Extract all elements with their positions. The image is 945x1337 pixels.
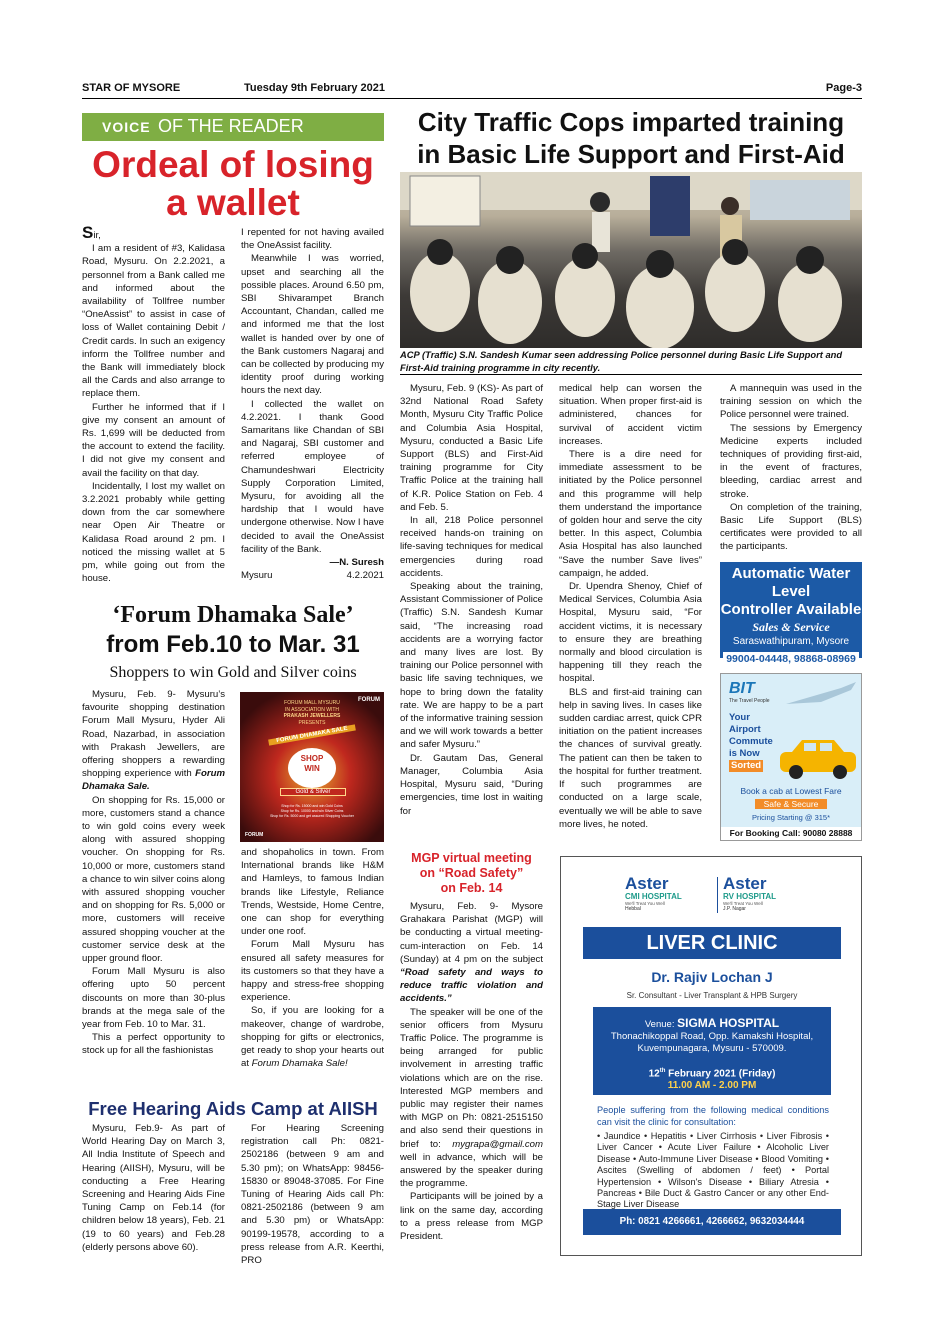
paragraph: For Hearing Screening registration call Ph: 0821-2502186 (between 9 am and 5.30 pm); on WhatsApp: 98456-15830 or 89048-37085. For Fine Tuning of Hearing Aids call Ph: 0821-2502186 (between 9 am and 5.30 pm) or WhatsApp: 90199-19578, according to a press release from A.R. Keerthi, PRO — [241, 1123, 384, 1267]
wallet-col1 — [82, 223, 225, 585]
wallet-title-line2: a wallet — [166, 182, 300, 223]
plane-icon — [781, 676, 861, 716]
forum-ad-brand: FORUM — [358, 697, 380, 703]
venue-address: Kuvempunagara, Mysuru - 570009. — [637, 1043, 787, 1054]
paragraph: Mysuru, Feb. 9 (KS)- As part of 32nd National Road Safety Month, Mysuru City Traffic Police and Columbia Asia Hospital, Mysuru, conducted a Basic Life Support (BLS) and First-Aid training programme for City Traffic Police at the training hall of K.R. Police Station on Feb. 4 and Feb. 5. — [400, 383, 543, 513]
ad-line: Automatic Water Level — [731, 565, 851, 600]
salutation: Sir, — [82, 223, 101, 242]
paragraph: There is a dire need for immediate assessment to be initiated by the Police personnel and this programme will help them understand the importance of golden hour and serve the city better. In this aspect, Columbia Asia Hospital has also launched “Save the number Save lives” campaign, he added. — [559, 449, 702, 579]
forum-sale-ad[interactable] — [240, 692, 384, 842]
clinic-phone: Ph: 0821 4266661, 4266662, 9632034444 — [583, 1209, 841, 1235]
training-photo — [400, 172, 862, 348]
forum-title-line2: from Feb.10 to Mar. 31 — [106, 631, 360, 658]
paragraph: Incidentally, I lost my wallet on 3.2.2021 probably while getting down from the car somewhere near Open Air Theatre or Kalidasa Road around 2 pm. I noticed the missing wallet at 5 pm, while going out from the house. — [82, 480, 225, 585]
forum-subtitle: Shoppers to win Gold and Silver coins — [109, 664, 357, 681]
ad-line: Controller Available — [720, 601, 862, 618]
hearing-headline: Free Hearing Aids Camp at AIISH — [88, 1098, 378, 1119]
paragraph: Mysuru, Feb.9- As part of World Hearing Day on March 3, All India Institute of Speech and Hearing (AIISH), Mysuru, will be conducting a Free Hearing Screening and Hearing Aids Fine Tuning Camp on Feb.14 (for children below 18 years), Feb. 21 (19 to 60 years) and Feb.28 (elderly persons above 60). — [82, 1123, 225, 1253]
forum-ad-line: IN ASSOCIATION WITH — [284, 706, 340, 713]
cab-cta: Book a cab at Lowest Fare — [740, 786, 842, 796]
forum-ad-line: PRAKASH JEWELLERS — [283, 713, 341, 719]
forum-ad-gold: Gold & Silver — [280, 788, 346, 796]
paragraph: I am a resident of #3, Kalidasa Road, Mysuru. On 2.2.2021, a personnel from a Bank called me and informed about the availability of Tollfree number “OneAssist” to assist in case of loss of Wallet containing Debit / Credit cards. In such an exigency inform the Tollfree number and the Bank will immediately block all the Cards and also arrange to replace them. — [82, 243, 225, 400]
paragraph: medical help can worsen the situation. When proper first-aid is administered, chances for survival of accident victim increases. — [559, 383, 702, 447]
page-number: Page-3 — [825, 82, 862, 94]
paragraph: BLS and first-aid training can help in saving lives. In cases like sudden cardiac arrest, quick CPR initiation on the patient increases the chances of survival greatly. The patient can then be taken to the hospital for further treatment. If such programmes are conducted on a large scale, eventually we will be able to save more lives, he noted. — [559, 686, 702, 830]
paragraph: Mysuru, Feb. 9- Mysore Grahakara Parishat (MGP) will be conducting a virtual meeting-cum-interaction on Feb. 14 (Sunday) at 4 pm on the subject “Road safety and ways to reduce traffic violation and accidents.” — [400, 901, 543, 1005]
paragraph: The speaker will be one of the senior officers from Mysuru Traffic Police. The programme is being arranged for public involvement in arresting traffic violations which are on the rise. Interested MGP members and public may register their names with MGP on Ph: 0821-2515150 and also send their questions in brief to: mygrapa@gmail.com well in advance, which will be answered by the speaker during the programme. — [400, 1006, 543, 1190]
ad-line: Saraswathipuram, Mysore — [732, 636, 850, 647]
forum-ad-fine: Shop for Rs. 5000 and get assured Shopping Voucher — [270, 814, 354, 818]
paragraph: Dr. Upendra Shenoy, Chief of Medical Services, Columbia Asia Hospital, Mysuru said, “For accident victims, it is necessary to ensure they are breathing normally and blood circulation is happening till they reach the hospital. — [559, 581, 702, 685]
mgp-headline — [400, 851, 543, 896]
forum-ad-line: PRESENTS — [298, 719, 326, 726]
paragraph: So, if you are looking for a makeover, change of wardrobe, shopping for gifts or electronics, get ready to shop your hearts out at Forum Dhamaka Sale! — [241, 1005, 384, 1070]
letter-footer: Mysuru 4.2.2021 — [241, 570, 384, 582]
paper-name: STAR OF MYSORE — [82, 82, 181, 94]
water-controller-ad[interactable] — [720, 562, 862, 665]
cab-booking-phone: For Booking Call: 90080 28888 — [721, 827, 861, 840]
paragraph: and shopaholics in town. From International brands like H&M and Hamleys, to famous Indian brands like Lifestyle, Reliance Trends, Westside, Home Centre, one can shop for everything under one roof. — [241, 847, 384, 938]
clinic-intro: People suffering from the following medical conditions can visit the clinic for consultation: — [597, 1105, 829, 1127]
forum-ad-fine: Shop for Rs. 15000 and win Gold Coins — [281, 804, 343, 808]
hearing-col1 — [82, 1122, 225, 1254]
ad-line: Sales & Service — [752, 620, 830, 634]
forum-ad-line: FORUM MALL MYSURU — [284, 700, 340, 706]
paragraph: Mysuru, Feb. 9- Mysuru’s favourite shopping destination Forum Mall Mysuru, Hyder Ali Road, Nazarbad, in association with Prakash Jewellers, are offering shoppers a rewarding shopping experience with Forum Dhamaka Sale. — [82, 689, 225, 793]
ad-phone: 99004-04448, 98868-08969 — [723, 652, 859, 667]
aster-liver-clinic-ad[interactable] — [560, 856, 862, 1256]
hearing-col2 — [241, 1122, 384, 1267]
paragraph: Meanwhile I was worried, upset and searching all the possible places. Around 6.50 pm, SBI Shivarampet Branch Accountant, Chandan, called me and informed me that the lost wallet is handed over by one of the Bank customers Nagaraj and can be collected by producing my identity proof during working hours the next day. — [241, 253, 384, 397]
cab-brand: BIT — [729, 680, 755, 697]
forum-ad-footer: FORUM — [245, 832, 264, 838]
forum-ad-fine: Shop for Rs. 10000 and win Silver Coins — [280, 809, 344, 813]
voice-word: VOICE — [102, 119, 151, 135]
wallet-col2 — [241, 226, 384, 582]
forum-col1 — [82, 688, 225, 1058]
page-header — [82, 82, 862, 99]
forum-title-line1: ‘Forum Dhamaka Sale’ — [112, 602, 354, 628]
paragraph: Speaking about the training, Assistant Commissioner of Police (Traffic) S.N. Sandesh Kumar said, “The increasing road accidents are a worrying factor and many lives are lost. By training our Police personnel with basic life saving techniques, we hope to bring down the fatality rate. We are happy to be a part of the informative training session and we will work towards a better and safer Mysuru.” — [400, 581, 543, 751]
aster-rv-logo: Aster RV HOSPITAL We'll Treat You Well J.P. Nagar — [723, 874, 777, 912]
paragraph: The sessions by Emergency Medicine experts included techniques of providing first-aid, in the event of fractures, bleeding, cardiac arrest and stroke. — [720, 422, 862, 500]
training-photo-illustration — [400, 172, 862, 348]
traffic-col2 — [559, 382, 702, 831]
paragraph: On completion of the training, Basic Life Support (BLS) certificates were provided to all the participants. — [720, 501, 862, 553]
mgp-title-line: on “Road Safety” — [419, 866, 524, 880]
letter-signature: —N. Suresh — [329, 557, 384, 569]
mgp-title-line: MGP virtual meeting — [411, 851, 532, 865]
doctor-name: Dr. Rajiv Lochan J — [651, 969, 773, 985]
paragraph: I repented for not having availed the OneAssist facility. — [241, 227, 384, 252]
paragraph: On shopping for Rs. 15,000 or more, customers stand a chance to win gold coins every week along with assured shopping voucher. On shopping for Rs. 10,000 or more, customers stand a chance to win silver coins along with assured shopping voucher and on shopping for Rs. 5,000 or more, customers will receive assured shopping voucher at the customer service desk at the upper ground floor. — [82, 794, 225, 965]
cab-tag: The Travel People — [729, 698, 770, 704]
voice-subtitle: OF THE READER — [158, 116, 304, 136]
mgp-title-line: on Feb. 14 — [440, 881, 503, 895]
mgp-col — [400, 900, 543, 1243]
cab-line: is Now — [729, 748, 760, 759]
voice-banner — [82, 113, 384, 141]
clinic-banner: LIVER CLINIC — [583, 927, 841, 959]
cab-line: Sorted — [731, 760, 762, 771]
traffic-col1 — [400, 382, 543, 818]
forum-headline — [82, 600, 384, 660]
cab-ad[interactable] — [720, 673, 862, 841]
aster-cmi-logo: Aster CMI HOSPITAL We'll Treat You Well Hebbal — [625, 874, 682, 912]
cab-price: Pricing Starting @ 315* — [751, 813, 831, 822]
wallet-title-line1: Ordeal of losing — [92, 144, 374, 185]
traffic-title-line1: City Traffic Cops imparted training — [417, 107, 845, 137]
forum-ad-badge: FORUM DHAMAKA SALE — [268, 724, 356, 745]
paragraph: Forum Mall Mysuru is also offering upto 50 percent discounts on more than 30-plus brands at the mega sale of the year from Feb. 10 to Mar. 31. — [82, 966, 225, 1031]
clinic-conditions: • Jaundice • Hepatitis • Liver Cirrhosis • Liver Fibrosis • Liver Cancer • Acute Liver Failure • Alcoholic Liver Disease • Auto-Immune Liver Disease • Blood Vomiting • Ascites (Swelling of abdomen / feet) • Portal Hypertension • Wilson's Disease • Biliary Atresia • Pancreas • Bile Duct & Gastro Cancer or any other End-Stage Liver Disease — [597, 1131, 829, 1210]
paragraph: In all, 218 Police personnel received hands-on training on life-saving techniques for medical emergencies during road accidents. — [400, 515, 543, 579]
paragraph: A mannequin was used in the training session on which the Police personnel were trained. — [720, 383, 862, 421]
taxi-icon — [776, 732, 860, 782]
cab-line: Airport — [729, 724, 761, 735]
traffic-headline — [398, 106, 864, 170]
venue-box: Venue: SIGMA HOSPITAL Thonachikoppal Road, Opp. Kamakshi Hospital, Kuvempunagara, Mysuru - 570009. 12th February 2021 (Friday) 11.00 AM - 2.00 PM — [593, 1007, 831, 1095]
paragraph: Participants will be joined by a link on the same day, according to a press release from MGP President. — [400, 1191, 543, 1243]
paragraph: Forum Mall Mysuru has ensured all safety measures for its customers so that they have a happy and stress-free shopping experience. — [241, 939, 384, 1004]
traffic-title-line2: in Basic Life Support and First-Aid — [417, 139, 845, 169]
doctor-designation: Sr. Consultant - Liver Transplant & HPB Surgery — [626, 991, 798, 1000]
paragraph: Dr. Gautam Das, General Manager, Columbia Asia Hospital, Mysuru said, “During emergencies, time lost in waiting for — [400, 752, 543, 817]
cab-line: Commute — [729, 736, 773, 747]
clinic-time: 11.00 AM - 2.00 PM — [667, 1080, 757, 1092]
traffic-col3 — [720, 382, 862, 554]
forum-ad-win: WIN — [304, 764, 320, 773]
forum-col2 — [241, 846, 384, 1070]
paragraph: This a perfect opportunity to stock up for all the fashionistas — [82, 1032, 225, 1057]
paragraph: I collected the wallet on 4.2.2021. I thank Good Samaritans like Chandan of SBI and Nagaraj, SBI customer and referred employee of Chamundeshwari Electricity Supply Corporation Limited, Mysuru, for avoiding all the hardship that I would have undergone otherwise. Now I have decided to avail the OneAssist facility of the Bank. — [241, 398, 384, 555]
forum-ad-shop: SHOP — [300, 754, 324, 763]
wallet-headline — [82, 146, 384, 222]
photo-caption: ACP (Traffic) S.N. Sandesh Kumar seen addressing Police personnel during Basic Life Support and First-Aid training programme in city recently. — [400, 349, 862, 375]
paragraph: Further he informed that if I give my consent an amount of Rs. 1,699 will be deducted from the account to extend the facility. I did not give my consent and avail the facility on that day. — [82, 401, 225, 479]
cab-line: Your — [729, 712, 750, 723]
venue-address: Thonachikoppal Road, Opp. Kamakshi Hospital, — [610, 1031, 814, 1042]
cab-safe: Safe & Secure — [755, 799, 827, 809]
issue-date: Tuesday 9th February 2021 — [244, 82, 386, 94]
